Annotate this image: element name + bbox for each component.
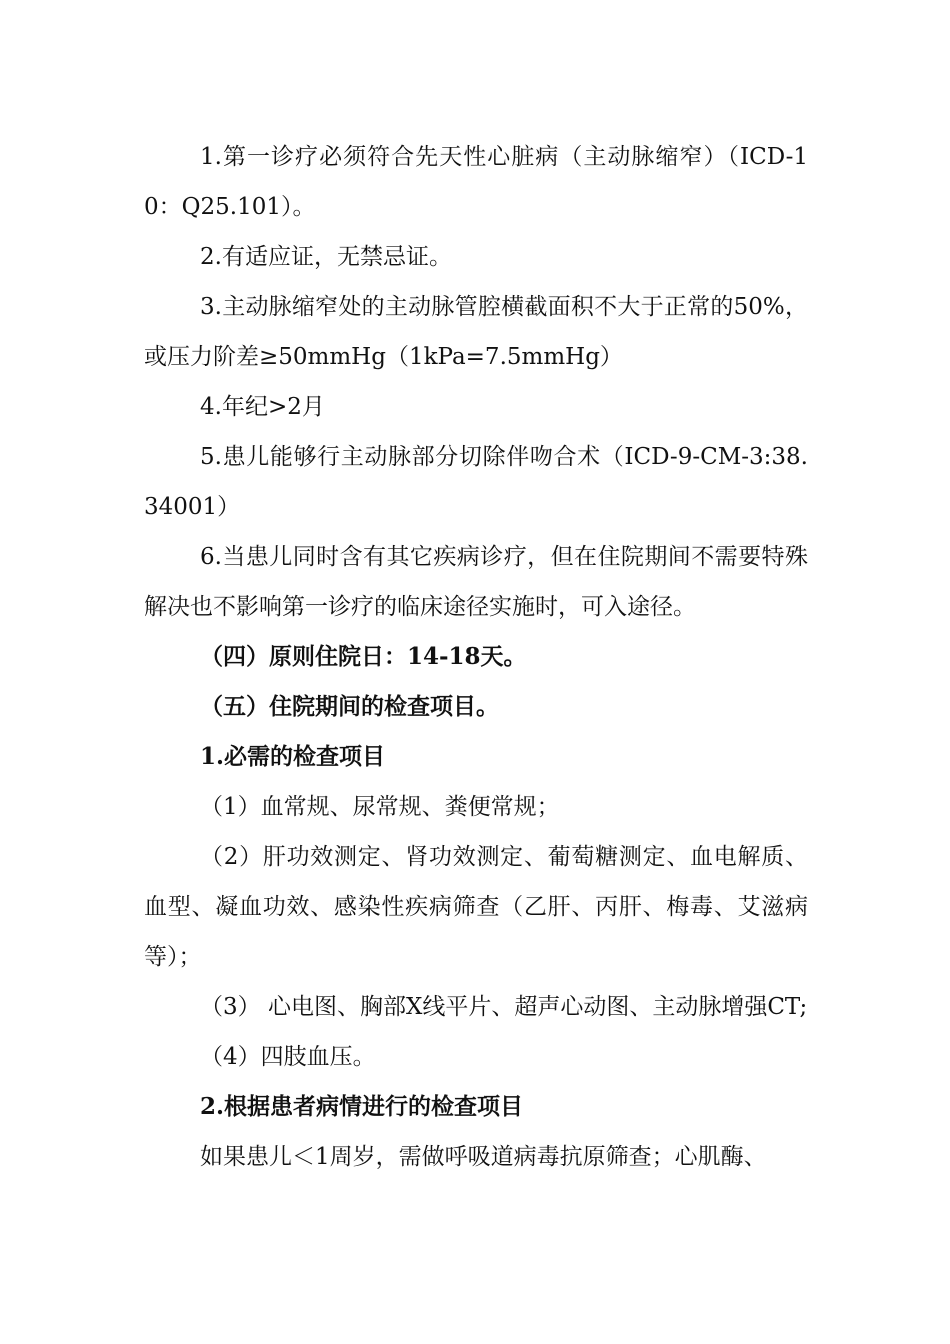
required-exams-heading: 1.必需的检查项目 (200, 743, 386, 770)
criterion-2-paragraph: 2.有适应证，无禁忌证。 (200, 244, 452, 270)
exam-item-4: （4）四肢血压。 (200, 1044, 376, 1070)
section-4-heading: （四）原则住院日：14-18天。 (200, 643, 527, 670)
optional-exams-paragraph: 如果患儿＜1周岁，需做呼吸道病毒抗原筛查；心肌酶、 (200, 1144, 767, 1170)
document-body (144, 132, 808, 1182)
criterion-5-paragraph: 5.患儿能够行主动脉部分切除伴吻合术（ICD-9-CM-3:38.34001） (144, 444, 808, 520)
section-5-heading: （五）住院期间的检查项目。 (200, 693, 499, 720)
exam-item-1: （1）血常规、尿常规、粪便常规； (200, 794, 560, 820)
criterion-6-paragraph: 6.当患儿同时含有其它疾病诊疗，但在住院期间不需要特殊解决也不影响第一诊疗的临床途径实施时，可入途径。 (144, 544, 808, 620)
criterion-4-paragraph: 4.年纪>2月 (200, 394, 325, 420)
exam-item-2: （2）肝功效测定、肾功效测定、葡萄糖测定、血电解质、血型、凝血功效、感染性疾病筛查（乙肝、丙肝、梅毒、艾滋病等）； (144, 844, 808, 970)
exam-item-3: （3） 心电图、胸部X线平片、超声心动图、主动脉增强CT; (200, 994, 808, 1020)
optional-exams-heading: 2.根据患者病情进行的检查项目 (200, 1093, 524, 1120)
criterion-1-paragraph: 1.第一诊疗必须符合先天性心脏病（主动脉缩窄）（ICD-10：Q25.101）。 (144, 144, 808, 220)
criterion-3-paragraph: 3.主动脉缩窄处的主动脉管腔横截面积不大于正常的50%，或压力阶差≥50mmHg（1kPa=7.5mmHg） (144, 294, 808, 370)
